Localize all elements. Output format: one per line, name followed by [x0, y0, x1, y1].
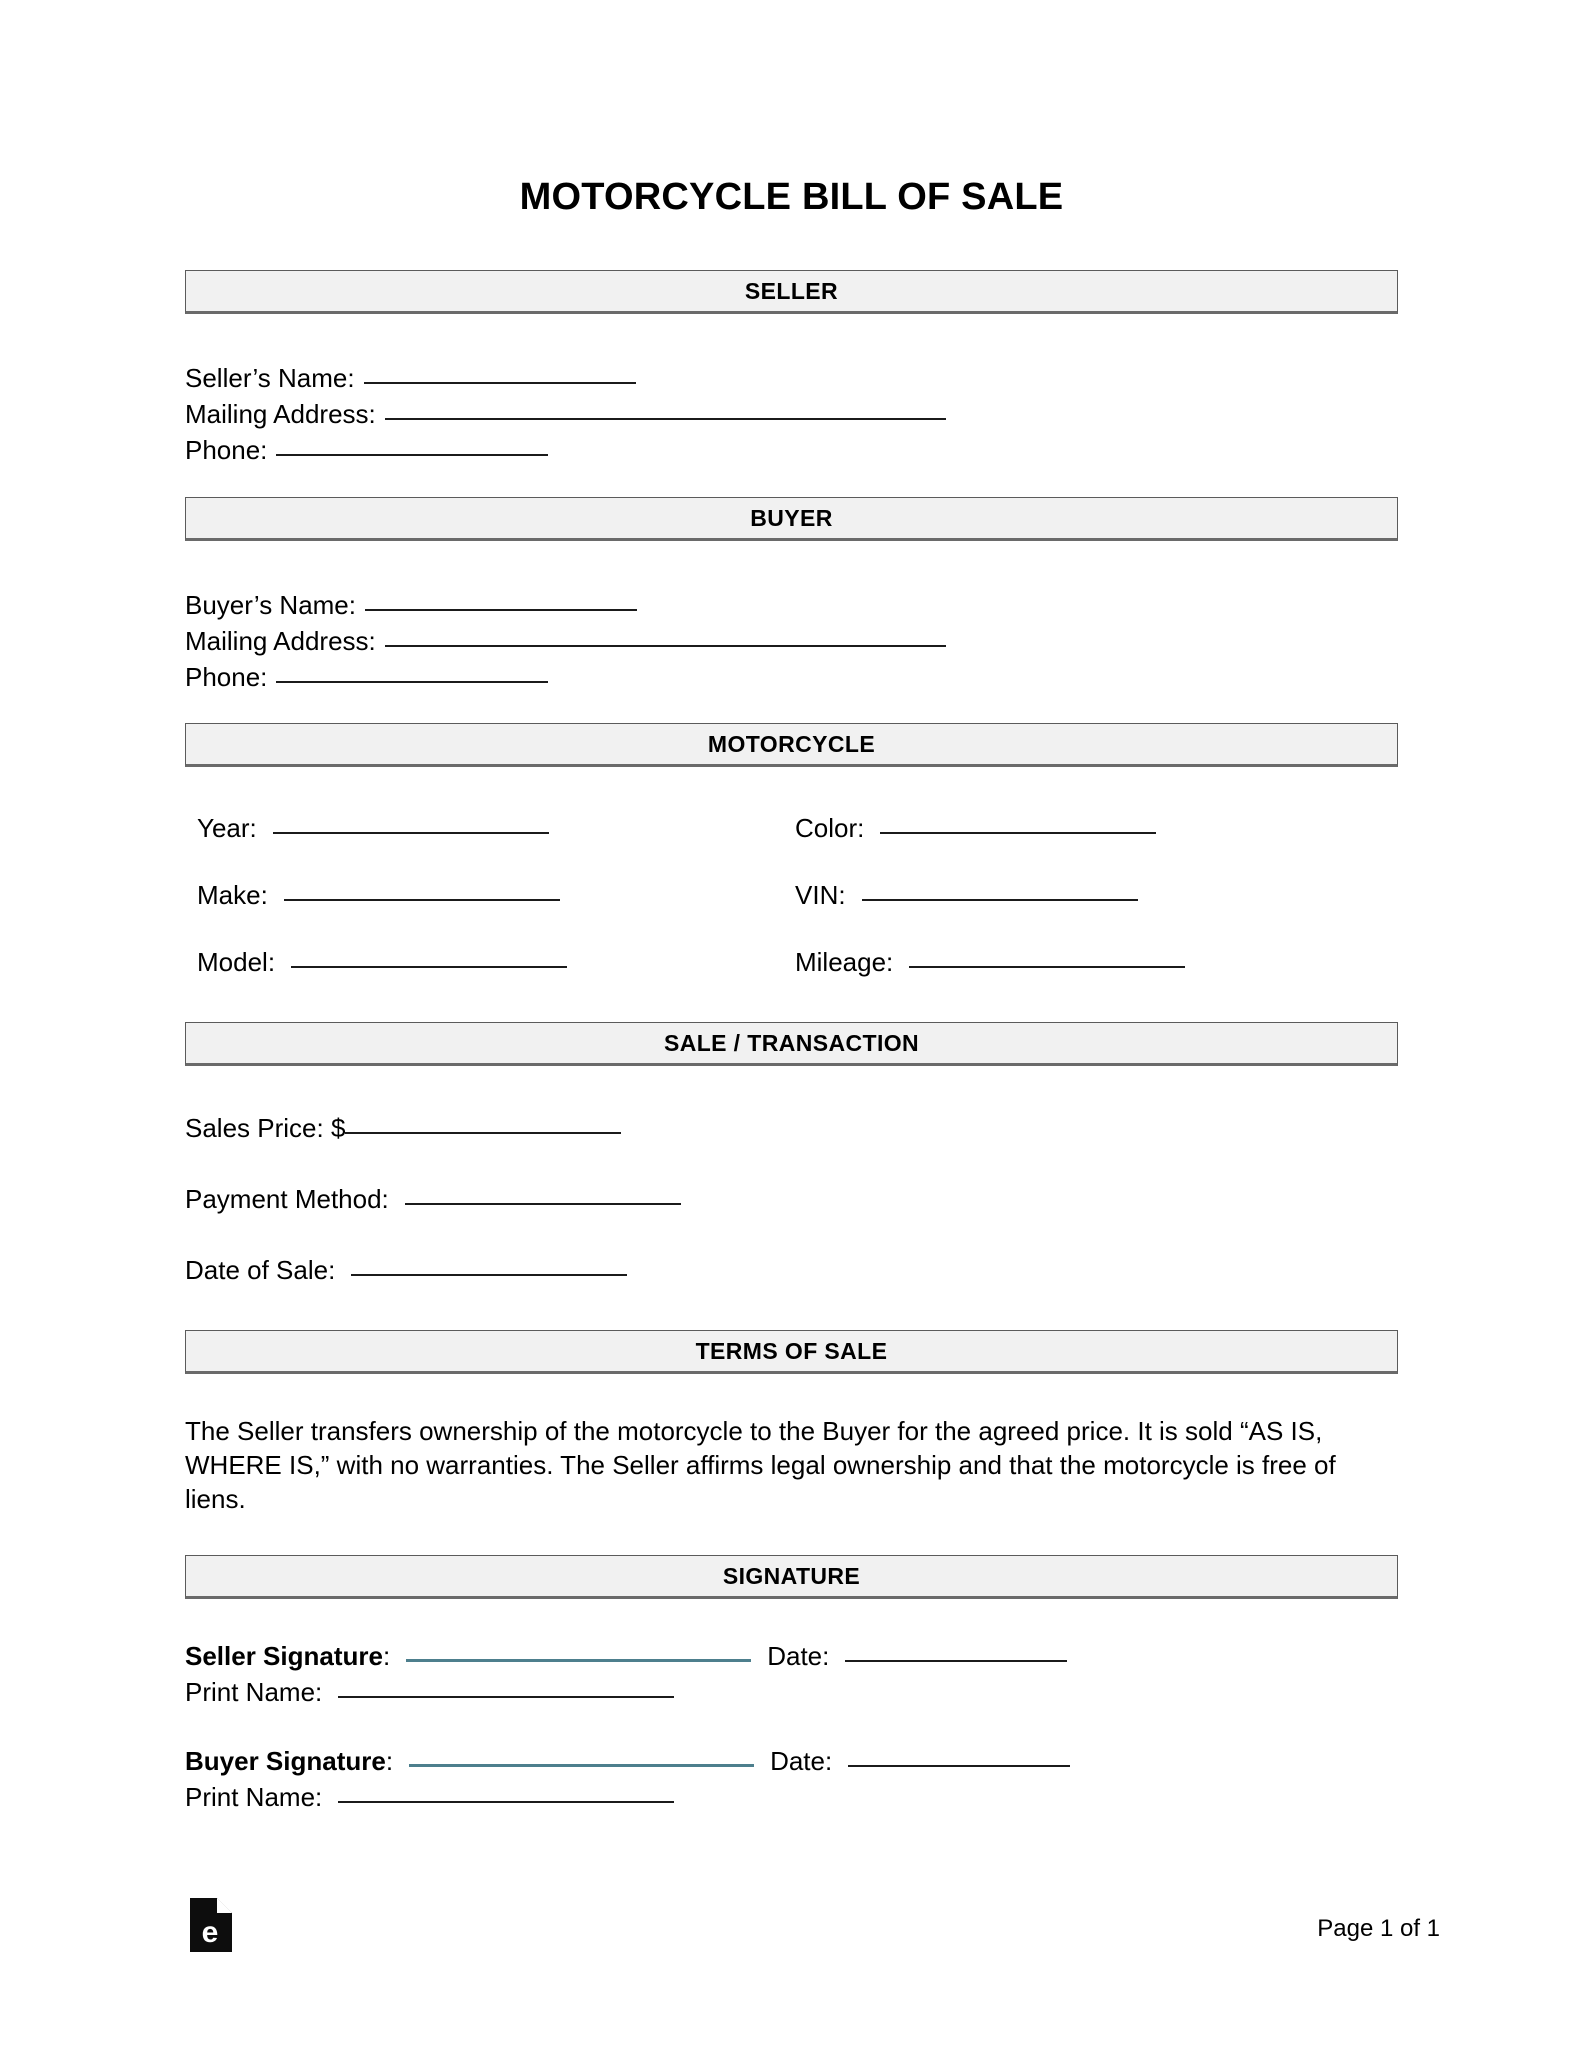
- field-seller-print-name: [185, 1676, 674, 1709]
- section-header-buyer-label: BUYER: [750, 504, 833, 531]
- field-payment-method: [185, 1183, 681, 1216]
- field-buyer-name-input[interactable]: [365, 609, 637, 611]
- field-buyer-signature-input[interactable]: [409, 1764, 754, 1767]
- field-mileage: [795, 946, 1185, 979]
- field-seller-phone: [185, 434, 548, 467]
- field-buyer-date-input[interactable]: [848, 1765, 1070, 1767]
- field-date-of-sale-input[interactable]: [351, 1274, 627, 1276]
- terms-of-sale-body: The Seller transfers ownership of the motorcycle to the Buyer for the agreed price. It is sold “AS IS, WHERE IS,” with no warranties. The Seller affirms legal ownership and that the motorcycle is free of liens.: [185, 1416, 1336, 1514]
- section-header-seller-label: SELLER: [744, 277, 839, 304]
- field-buyer-name: [185, 589, 637, 622]
- field-sales-price: [185, 1112, 621, 1145]
- field-buyer-date-label: Date:: [770, 1746, 833, 1776]
- field-payment-method-label: Payment Method:: [185, 1184, 389, 1214]
- section-header-motorcycle: [185, 723, 1398, 767]
- field-seller-address-label: Mailing Address:: [185, 399, 376, 429]
- section-header-buyer: [185, 497, 1398, 541]
- section-header-sale-transaction-label: SALE / TRANSACTION: [663, 1029, 920, 1056]
- field-vin-input[interactable]: [862, 899, 1138, 901]
- field-year-label: Year:: [197, 813, 257, 843]
- field-seller-print-name-input[interactable]: [338, 1696, 674, 1698]
- field-seller-name-input[interactable]: [364, 382, 636, 384]
- field-mileage-label: Mileage:: [795, 947, 894, 977]
- field-buyer-phone: [185, 661, 548, 694]
- field-make: [197, 879, 560, 912]
- field-model-label: Model:: [197, 947, 276, 977]
- section-header-sale-transaction: [185, 1022, 1398, 1066]
- field-buyer-phone-label: Phone:: [185, 662, 268, 692]
- field-vin: [795, 879, 1138, 912]
- field-buyer-address: [185, 625, 946, 658]
- field-seller-address-input[interactable]: [385, 418, 946, 420]
- eforms-logo-icon: [190, 1898, 232, 1952]
- field-seller-name-label: Seller’s Name:: [185, 363, 355, 393]
- field-seller-date-input[interactable]: [845, 1660, 1067, 1662]
- section-header-signature-label: SIGNATURE: [722, 1562, 861, 1589]
- field-buyer-print-name-input[interactable]: [338, 1801, 674, 1803]
- field-model-input[interactable]: [291, 966, 567, 968]
- field-seller-date-label: Date:: [767, 1641, 830, 1671]
- field-seller-signature: [185, 1640, 1067, 1673]
- field-vin-label: VIN:: [795, 880, 846, 910]
- field-model: [197, 946, 567, 979]
- field-buyer-address-input[interactable]: [385, 645, 946, 647]
- field-buyer-print-name: [185, 1781, 674, 1814]
- field-seller-name: [185, 362, 636, 395]
- field-buyer-phone-input[interactable]: [276, 681, 548, 683]
- field-year-input[interactable]: [273, 832, 549, 834]
- field-date-of-sale-label: Date of Sale:: [185, 1255, 336, 1285]
- field-payment-method-input[interactable]: [405, 1203, 681, 1205]
- field-year: [197, 812, 549, 845]
- section-header-motorcycle-label: MOTORCYCLE: [707, 730, 876, 757]
- page-number: Page 1 of 1: [1317, 1915, 1440, 1942]
- field-buyer-signature-label: Buyer Signature: [185, 1746, 386, 1776]
- field-buyer-signature: [185, 1745, 1070, 1778]
- page-title: MOTORCYCLE BILL OF SALE: [519, 176, 1064, 218]
- field-color-input[interactable]: [880, 832, 1156, 834]
- field-seller-print-name-label: Print Name:: [185, 1677, 323, 1707]
- field-buyer-signature-colon: :: [385, 1746, 394, 1776]
- section-header-signature: [185, 1555, 1398, 1599]
- svg-text:e: e: [201, 1916, 219, 1949]
- field-seller-signature-label: Seller Signature: [185, 1641, 383, 1671]
- field-seller-signature-input[interactable]: [406, 1659, 751, 1662]
- field-make-input[interactable]: [284, 899, 560, 901]
- field-mileage-input[interactable]: [909, 966, 1185, 968]
- field-sales-price-label: Sales Price: $: [185, 1113, 346, 1143]
- section-header-terms-of-sale-label: TERMS OF SALE: [695, 1337, 888, 1364]
- field-seller-phone-input[interactable]: [276, 454, 548, 456]
- field-seller-signature-colon: :: [382, 1641, 391, 1671]
- field-buyer-print-name-label: Print Name:: [185, 1782, 323, 1812]
- field-buyer-name-label: Buyer’s Name:: [185, 590, 356, 620]
- section-header-terms-of-sale: [185, 1330, 1398, 1374]
- field-color: [795, 812, 1156, 845]
- field-date-of-sale: [185, 1254, 627, 1287]
- field-sales-price-input[interactable]: [345, 1132, 621, 1134]
- field-make-label: Make:: [197, 880, 268, 910]
- field-color-label: Color:: [795, 813, 865, 843]
- field-buyer-address-label: Mailing Address:: [185, 626, 376, 656]
- field-seller-phone-label: Phone:: [185, 435, 268, 465]
- section-header-seller: [185, 270, 1398, 314]
- field-seller-address: [185, 398, 946, 431]
